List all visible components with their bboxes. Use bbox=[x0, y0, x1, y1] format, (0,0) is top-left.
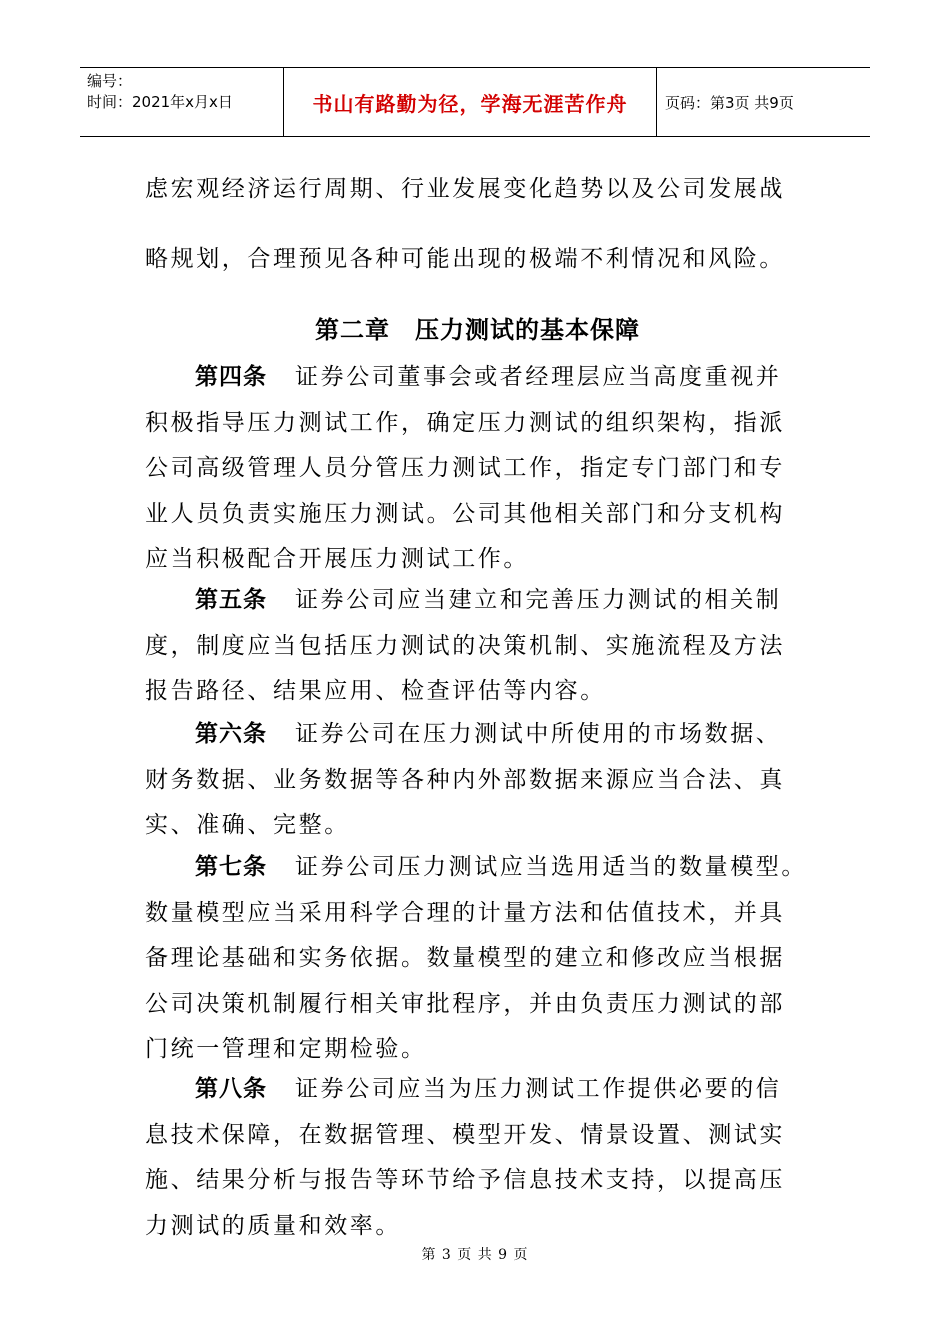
document-time-label: 时间：2021年x月x日 bbox=[87, 93, 233, 111]
article-line: 积极指导压力测试工作，确定压力测试的组织架构，指派 bbox=[145, 409, 785, 436]
article-line: 施、结果分析与报告等环节给予信息技术支持，以提高压 bbox=[145, 1167, 785, 1193]
article-8 bbox=[145, 1067, 810, 1249]
header-table bbox=[80, 67, 870, 137]
article-line: 备理论基础和实务依据。数量模型的建立和修改应当根据 bbox=[145, 945, 785, 971]
article-line: 公司决策机制履行相关审批程序，并由负责压力测试的部 bbox=[145, 990, 785, 1017]
article-line: 业人员负责实施压力测试。公司其他相关部门和分支机构 bbox=[145, 500, 785, 527]
article-line: 应当积极配合开展压力测试工作。 bbox=[145, 546, 529, 572]
article-line: 门统一管理和定期检验。 bbox=[145, 1036, 427, 1062]
article-line: 证券公司压力测试应当选用适当的数量模型。 bbox=[295, 854, 807, 880]
article-line: 公司高级管理人员分管压力测试工作，指定专门部门和专 bbox=[145, 455, 785, 481]
article-4 bbox=[145, 355, 810, 583]
intro-line: 虑宏观经济运行周期、行业发展变化趋势以及公司发展战 bbox=[145, 176, 785, 202]
article-line: 报告路径、结果应用、检查评估等内容。 bbox=[145, 678, 606, 704]
article-title: 第五条 bbox=[195, 587, 267, 613]
article-title: 第八条 bbox=[195, 1076, 267, 1102]
article-6 bbox=[145, 712, 810, 849]
header-left-cell bbox=[80, 68, 284, 136]
header-right-cell bbox=[657, 68, 870, 136]
page-footer: 第 3 页 共 9 页 bbox=[421, 1247, 529, 1263]
article-line: 证券公司应当建立和完善压力测试的相关制 bbox=[295, 587, 782, 613]
document-number-label: 编号： bbox=[87, 72, 133, 90]
article-line: 力测试的质量和效率。 bbox=[145, 1212, 401, 1239]
chapter-title: 第二章 压力测试的基本保障 bbox=[315, 316, 640, 344]
article-title: 第四条 bbox=[195, 364, 267, 390]
article-line: 财务数据、业务数据等各种内外部数据来源应当合法、真 bbox=[145, 766, 785, 793]
page-info: 页码：第3页 共9页 bbox=[665, 93, 794, 112]
header-middle-cell bbox=[284, 68, 657, 136]
article-title: 第七条 bbox=[195, 854, 267, 880]
article-line: 证券公司应当为压力测试工作提供必要的信 bbox=[295, 1076, 782, 1102]
article-7 bbox=[145, 845, 810, 1073]
article-line: 数量模型应当采用科学合理的计量方法和估值技术，并具 bbox=[145, 899, 785, 926]
motto-text: 书山有路勤为径，学海无涯苦作舟 bbox=[312, 91, 628, 116]
article-line: 实、准确、完整。 bbox=[145, 812, 350, 838]
article-5 bbox=[145, 578, 810, 715]
intro-line: 略规划，合理预见各种可能出现的极端不利情况和风险。 bbox=[145, 246, 785, 272]
article-line: 息技术保障，在数据管理、模型开发、情景设置、测试实 bbox=[145, 1121, 785, 1148]
article-line: 证券公司在压力测试中所使用的市场数据、 bbox=[295, 721, 782, 747]
article-title: 第六条 bbox=[195, 721, 267, 747]
article-line: 度，制度应当包括压力测试的决策机制、实施流程及方法 bbox=[145, 632, 785, 659]
article-line: 证券公司董事会或者经理层应当高度重视并 bbox=[295, 364, 782, 390]
